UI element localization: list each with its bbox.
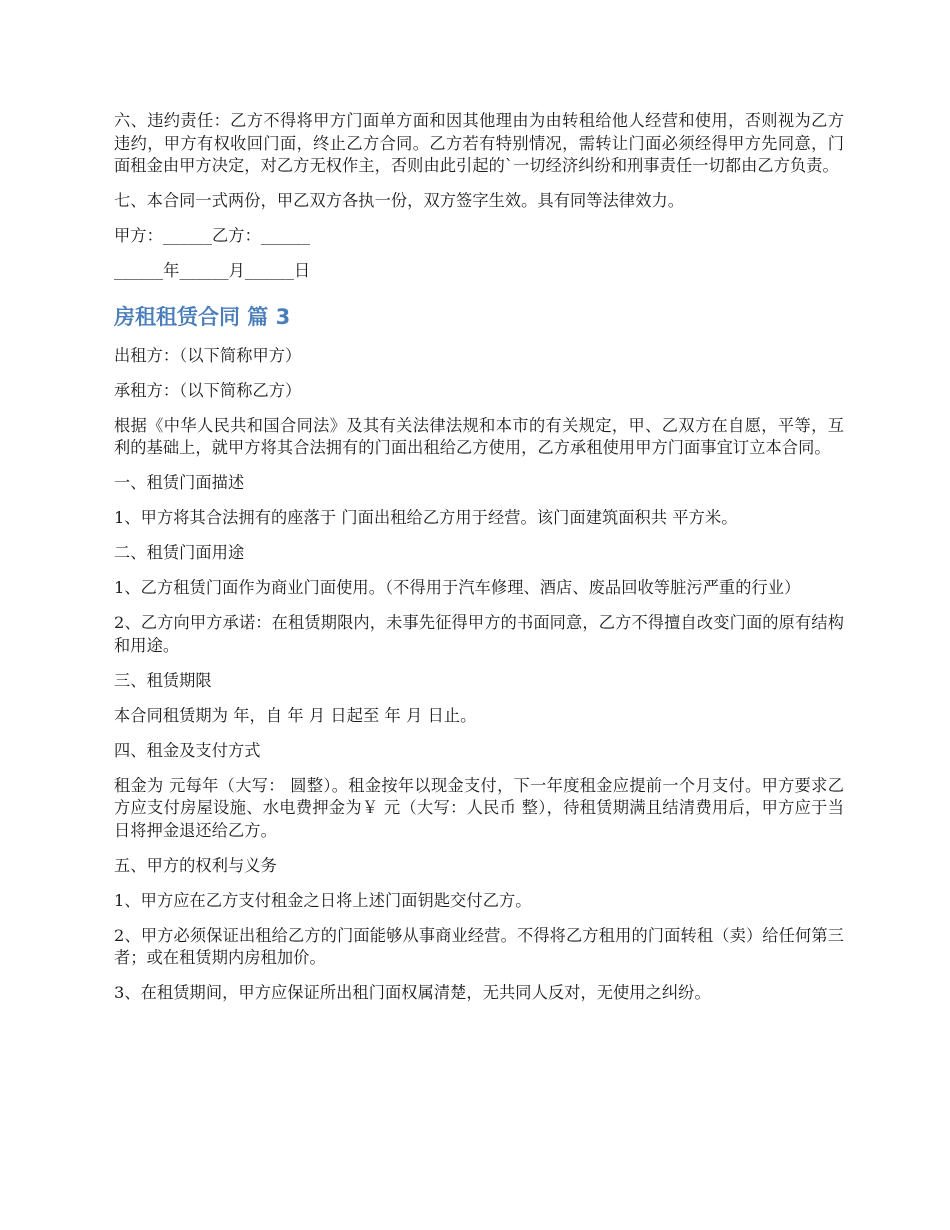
date-line: ______年______月______日 xyxy=(114,261,311,280)
signature-line: 甲方：______乙方：______ xyxy=(114,226,311,245)
lessor-line: 出租方：（以下简称甲方） xyxy=(114,345,302,365)
clause-5-1: 1、甲方应在乙方支付租金之日将上述门面钥匙交付乙方。 xyxy=(114,890,532,910)
article-heading-4: 四、租金及支付方式 xyxy=(114,740,261,760)
clause-2-1: 1、乙方租赁门面作为商业门面使用。（不得用于汽车修理、酒店、废品回收等脏污严重的行业） xyxy=(114,578,801,597)
clause-1-1: 1、甲方将其合法拥有的座落于 门面出租给乙方用于经营。该门面建筑面积共 平方米。 xyxy=(114,508,738,527)
clause-copies: 七、本合同一式两份，甲乙双方各执一份，双方签字生效。具有同等法律效力。 xyxy=(114,191,685,210)
article-heading-3: 三、租赁期限 xyxy=(114,670,212,690)
document-page xyxy=(114,110,844,1017)
article-heading-5: 五、甲方的权利与义务 xyxy=(114,855,277,875)
lessee-line: 承租方：（以下简称乙方） xyxy=(114,380,302,400)
article-heading-1: 一、租赁门面描述 xyxy=(114,473,245,492)
clause-breach-liability: 六、违约责任：乙方不得将甲方门面单方面和因其他理由为由转租给他人经营和使用，否则视为乙方违约，甲方有权收回门面，终止乙方合同。乙方若有特别情况，需转让门面必须经得甲方先同意，门面租金由甲方决定，对乙方无权作主，否则由此引起的`一切经济纠纷和刑事责任一切都由乙方负责。 xyxy=(114,111,844,175)
clause-5-3: 3、在租赁期间，甲方应保证所出租门面权属清楚，无共同人反对，无使用之纠纷。 xyxy=(114,983,711,1002)
clause-5-2: 2、甲方必须保证出租给乙方的门面能够从事商业经营。不得将乙方租用的门面转租（卖）给任何第三者；或在租赁期内房租加价。 xyxy=(114,925,844,967)
clause-3-1: 本合同租赁期为 年，自 年 月 日起至 年 月 日止。 xyxy=(114,705,477,725)
section-title: 房租租赁合同 篇 3 xyxy=(114,304,291,329)
clause-4-1: 租金为 元每年（大写： 圆整）。租金按年以现金支付，下一年度租金应提前一个月支付。甲方要求乙方应支付房屋设施、水电费押金为￥ 元（大写：人民币 整），待租赁期满且结清费用后，甲方应于当日将押金退还给乙方。 xyxy=(114,775,844,840)
article-heading-2: 二、租赁门面用途 xyxy=(114,543,245,562)
preamble: 根据《中华人民共和国合同法》及其有关法律法规和本市的有关规定，甲、乙双方在自愿，平等，互利的基础上，就甲方将其合法拥有的门面出租给乙方使用，乙方承租使用甲方门面事宜订立本合同。 xyxy=(114,415,844,457)
clause-2-2: 2、乙方向甲方承诺：在租赁期限内，未事先征得甲方的书面同意，乙方不得擅自改变门面的原有结构和用途。 xyxy=(114,613,844,655)
